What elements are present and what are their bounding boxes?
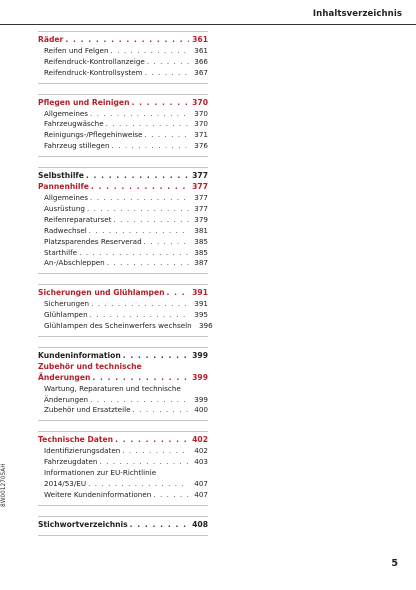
toc-subentry[interactable] [38, 310, 208, 321]
toc-entry-title: Reifendruck-Kontrollsystem [44, 67, 143, 77]
dot-leader [145, 68, 189, 79]
toc-page-number: 407 [194, 489, 208, 499]
toc-entry-title: Räder [38, 35, 64, 44]
toc-page-number: 377 [192, 182, 208, 192]
toc-page-number: 391 [192, 288, 208, 298]
toc-subentry[interactable] [38, 193, 208, 204]
dot-leader [112, 141, 189, 152]
toc-page-number: 399 [192, 350, 208, 360]
dot-leader [99, 457, 189, 468]
toc-section [38, 94, 208, 158]
toc-subentry[interactable] [38, 479, 208, 490]
toc-entry-title: Änderungen [44, 394, 89, 404]
toc-chapter-entry[interactable] [38, 288, 208, 299]
toc-section [38, 516, 208, 536]
toc-page-number: 408 [192, 519, 208, 529]
toc-entry-title: Reifen und Felgen [44, 45, 109, 55]
toc-subentry[interactable] [38, 490, 208, 501]
toc-chapter-entry[interactable] [38, 362, 208, 373]
toc-subentry[interactable] [38, 226, 208, 237]
toc-page-number: 399 [194, 394, 208, 404]
toc-chapter-entry[interactable] [38, 435, 208, 446]
toc-page-number: 385 [194, 247, 208, 257]
toc-entry-title: Starthilfe [44, 247, 78, 257]
toc-page-number: 370 [194, 119, 208, 129]
toc-entry-title: Technische Daten [38, 435, 114, 445]
toc-entry-title: Änderungen [38, 372, 91, 382]
toc-section [38, 167, 208, 274]
toc-entry-title: An-/Abschleppen [44, 258, 105, 268]
toc-entry-title: Identifizierungsdaten [44, 446, 121, 456]
toc-entry-title: Stichwortverzeichnis [38, 519, 128, 529]
toc-page-number: 370 [194, 108, 208, 118]
toc-section [38, 284, 213, 337]
toc-subentry[interactable] [38, 384, 208, 395]
dot-leader [144, 237, 189, 248]
header-rule [0, 24, 416, 25]
toc-page-number: 396 [198, 321, 213, 331]
toc-subentry[interactable] [38, 130, 208, 141]
toc-entry-title: Fahrzeugdaten [44, 457, 98, 467]
toc-entry-title: Allgemeines [44, 108, 89, 118]
toc-page-number: 371 [194, 130, 208, 140]
toc-chapter-entry[interactable] [38, 35, 208, 46]
dot-leader [122, 446, 189, 457]
toc-page-number: 377 [194, 192, 208, 202]
dot-leader [123, 351, 189, 362]
toc-page-number: 377 [192, 171, 208, 181]
dot-leader [167, 288, 190, 299]
toc-page-number: 370 [192, 97, 208, 107]
toc-subentry[interactable] [38, 446, 208, 457]
page-number: 5 [391, 558, 398, 569]
toc-entry-title: Zubehör und technische [38, 361, 142, 371]
toc-entry-title: Weitere Kundeninformationen [44, 489, 152, 499]
dot-leader [87, 204, 189, 215]
toc-page-number: 377 [194, 203, 208, 213]
dot-leader [115, 435, 189, 446]
table-of-contents [38, 31, 213, 546]
toc-subentry[interactable] [38, 321, 213, 332]
toc-page-number: 391 [194, 299, 208, 309]
toc-page-number: 402 [194, 446, 208, 456]
toc-subentry[interactable] [38, 119, 208, 130]
dot-leader [90, 193, 189, 204]
toc-page-number: 381 [194, 225, 208, 235]
toc-entry-title: Reifenreparaturset [44, 214, 112, 224]
toc-entry-title: Allgemeines [44, 192, 89, 202]
toc-chapter-entry[interactable] [38, 520, 208, 531]
toc-subentry[interactable] [38, 46, 208, 57]
toc-entry-title: Radwechsel [44, 225, 87, 235]
dot-leader [92, 373, 189, 384]
toc-subentry[interactable] [38, 141, 208, 152]
dot-leader [90, 109, 189, 120]
dot-leader [144, 130, 189, 141]
toc-page-number: 395 [194, 310, 208, 320]
toc-page-number: 376 [194, 141, 208, 151]
toc-subentry[interactable] [38, 215, 208, 226]
toc-page-number: 407 [194, 479, 208, 488]
dot-leader [131, 98, 189, 109]
dot-leader [106, 119, 189, 130]
toc-subentry[interactable] [38, 204, 208, 215]
toc-entry-title: Fahrzeugwäsche [44, 119, 104, 129]
toc-chapter-entry[interactable] [38, 351, 208, 362]
dot-leader [107, 258, 189, 269]
dot-leader [86, 171, 189, 182]
toc-entry-title: Zubehör und Ersatzteile [44, 405, 131, 415]
toc-page-number: 399 [192, 372, 208, 382]
dot-leader [90, 395, 189, 406]
toc-section [38, 31, 208, 84]
toc-entry-title: 2014/53/EU [44, 479, 87, 488]
toc-entry-title: Fahrzeug stillegen [44, 141, 110, 151]
toc-chapter-entry[interactable] [38, 171, 208, 182]
toc-subentry[interactable] [38, 468, 208, 479]
toc-entry-title: Pannenhilfe [38, 182, 89, 192]
dot-leader [133, 405, 189, 416]
dot-leader [91, 182, 189, 193]
toc-chapter-entry[interactable] [38, 98, 208, 109]
toc-subentry[interactable] [38, 248, 208, 259]
toc-subentry[interactable] [38, 237, 208, 248]
toc-entry-title: Selbsthilfe [38, 171, 84, 181]
toc-chapter-entry[interactable] [38, 373, 208, 384]
toc-page-number: 379 [194, 214, 208, 224]
toc-entry-title: Glühlampen des Scheinwerfers wechseln [44, 321, 192, 331]
toc-subentry[interactable] [38, 457, 208, 468]
toc-section [38, 347, 208, 421]
toc-entry-title: Wartung, Reparaturen und technische [44, 383, 181, 393]
dot-leader [89, 226, 189, 237]
dot-leader [65, 35, 189, 46]
dot-leader [90, 310, 189, 321]
toc-entry-title: Reifendruck-Kontrollanzeige [44, 56, 145, 66]
toc-page-number: 387 [194, 258, 208, 268]
toc-page-number: 361 [192, 35, 208, 44]
toc-subentry[interactable] [38, 395, 208, 406]
toc-entry-title: Platzsparendes Reserverad [44, 236, 142, 246]
toc-page-number: 361 [194, 45, 208, 55]
toc-entry-title: Ausrüstung [44, 203, 85, 213]
toc-page-number: 367 [194, 67, 208, 77]
dot-leader [111, 46, 189, 57]
toc-page-number: 402 [192, 435, 208, 445]
toc-subentry[interactable] [38, 57, 208, 68]
toc-entry-title: Glühlampen [44, 310, 88, 320]
document-code: 8W0012705AH [1, 463, 7, 507]
dot-leader [88, 479, 189, 490]
dot-leader [79, 248, 189, 259]
toc-subentry[interactable] [38, 258, 208, 269]
dot-leader [147, 57, 189, 68]
dot-leader [91, 299, 189, 310]
toc-entry-title: Kundeninformation [38, 350, 121, 360]
toc-subentry[interactable] [38, 68, 208, 79]
toc-entry-title: Sicherungen und Glühlampen [38, 288, 165, 298]
toc-subentry[interactable] [38, 405, 208, 416]
toc-section [38, 431, 208, 505]
dot-leader [153, 490, 189, 501]
toc-page-number: 385 [194, 236, 208, 246]
toc-page-number: 403 [194, 457, 208, 467]
toc-subentry[interactable] [38, 109, 208, 120]
toc-entry-title: Sicherungen [44, 299, 90, 309]
toc-entry-title: Reinigungs-/Pflegehinweise [44, 130, 143, 140]
toc-chapter-entry[interactable] [38, 182, 208, 193]
toc-page-number: 400 [194, 405, 208, 415]
dot-leader [113, 215, 189, 226]
toc-subentry[interactable] [38, 299, 208, 310]
page-header-title: Inhaltsverzeichnis [312, 9, 402, 19]
toc-page-number: 366 [194, 56, 208, 66]
toc-entry-title: Informationen zur EU-Richtlinie [44, 468, 157, 478]
toc-entry-title: Pflegen und Reinigen [38, 97, 130, 107]
dot-leader [130, 520, 189, 531]
